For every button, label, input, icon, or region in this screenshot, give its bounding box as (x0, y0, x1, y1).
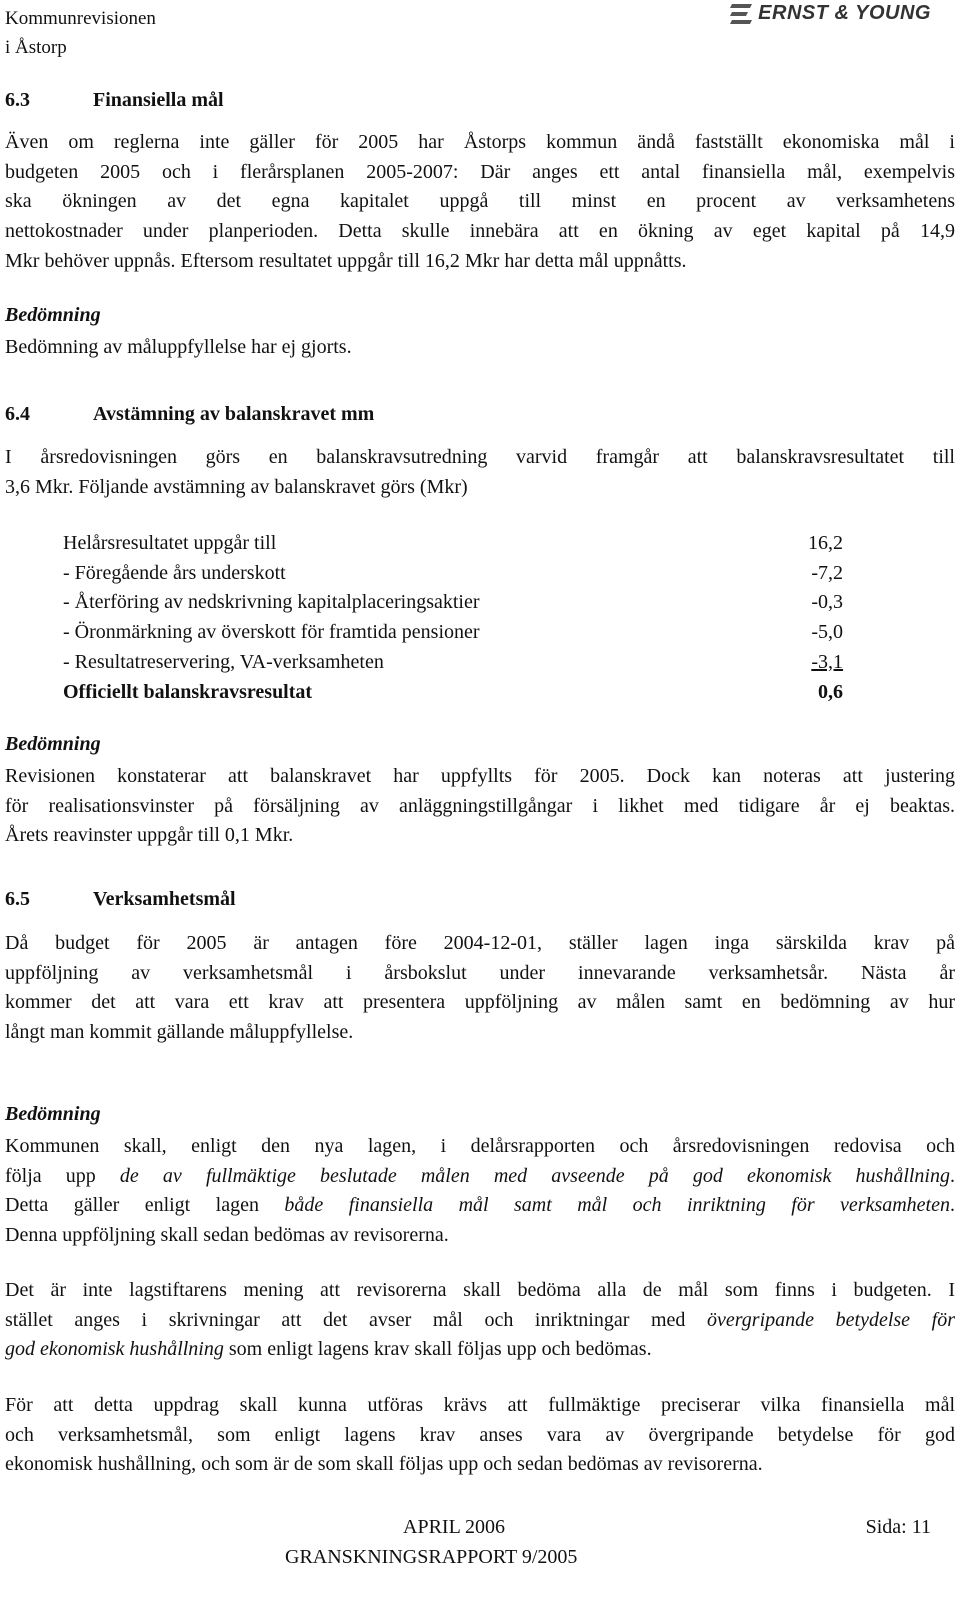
section-title: Verksamhetsmål (93, 888, 236, 910)
row-value: -3,1 (811, 650, 843, 673)
header-org-line1: Kommunrevisionen (5, 8, 156, 29)
section-6-5-heading (5, 888, 236, 911)
assessment-heading: Bedömning (5, 1103, 101, 1125)
text-line: Revisionen konstaterar att balanskravet har uppfyllts för 2005. Dock kan noteras att justering (5, 765, 955, 787)
table-row (63, 648, 843, 678)
assessment-text: Bedömning av måluppfyllelse har ej gjorts. (5, 336, 352, 358)
assessment-heading: Bedömning (5, 304, 101, 326)
assessment-heading: Bedömning (5, 733, 101, 755)
row-label: - Återföring av nedskrivning kapitalplaceringsaktier (63, 591, 480, 614)
header-org-line2: i Åstorp (5, 37, 67, 58)
row-value: -7,2 (811, 561, 843, 584)
section-number: 6.3 (5, 89, 30, 111)
text-line: Även om reglerna inte gäller för 2005 har Åstorps kommun ändå fastställt ekonomiska mål i (5, 131, 955, 153)
total-label: Officiellt balanskravsresultat (63, 680, 313, 703)
assessment-paragraph-2 (5, 1276, 955, 1365)
text-segment: följa upp (5, 1164, 120, 1187)
italic-segment: övergripande betydelse för (707, 1308, 955, 1331)
text-line: nettokostnader under planperioden. Detta skulle innebära att en ökning av eget kapital på 14,9 (5, 220, 955, 243)
text-segment: . (950, 1164, 955, 1187)
text-line: Mkr behöver uppnås. Eftersom resultatet uppgår till 16,2 Mkr har detta mål uppnåtts. (5, 249, 687, 272)
assessment-paragraph (5, 762, 955, 851)
text-line: I årsredovisningen görs en balanskravsutredning varvid framgår att balanskravsresultatet till (5, 446, 955, 468)
header-organization (5, 4, 156, 62)
text-line: långt man kommit gällande måluppfyllelse. (5, 1021, 354, 1044)
assessment-paragraph-3 (5, 1391, 955, 1480)
text-segment: . (949, 1194, 955, 1217)
table-row (63, 588, 843, 618)
row-value: -5,0 (811, 621, 843, 644)
section-6-3-heading (5, 89, 224, 112)
text-line: ekonomisk hushållning, och som är de som skall följas upp och sedan bedömas av revisorerna. (5, 1453, 763, 1476)
section-6-5-paragraph (5, 929, 955, 1048)
text-line: uppföljning av verksamhetsmål i årsbokslut under innevarande verksamhetsår. Nästa år (5, 961, 955, 984)
text-line: Det är inte lagstiftarens mening att revisorerna skall bedöma alla de mål som finns i budgeten. I (5, 1279, 955, 1301)
text-line (5, 1162, 955, 1192)
text-line: Årets reavinster uppgår till 0,1 Mkr. (5, 824, 294, 847)
section-number: 6.5 (5, 888, 30, 910)
total-value: 0,6 (818, 680, 843, 703)
section-title: Finansiella mål (93, 89, 224, 111)
logo-text: ERNST & YOUNG (758, 2, 931, 24)
row-label: - Resultatreservering, VA-verksamheten (63, 650, 384, 673)
text-line: budgeten 2005 och i flerårsplanen 2005-2007: Där anges ett antal finansiella mål, exempelvis (5, 160, 955, 183)
row-label: - Föregående års underskott (63, 561, 286, 584)
section-6-4-heading (5, 403, 374, 426)
section-6-3-paragraph (5, 128, 955, 277)
text-line (5, 1306, 955, 1336)
text-line: För att detta uppdrag skall kunna utföras krävs att fullmäktige preciserar vilka finansiella mål (5, 1394, 955, 1416)
section-number: 6.4 (5, 403, 30, 425)
text-line: Denna uppföljning skall sedan bedömas av revisorerna. (5, 1224, 449, 1247)
text-line: och verksamhetsmål, som enligt lagens krav anses vara av övergripande betydelse för god (5, 1423, 955, 1446)
text-line: Kommunen skall, enligt den nya lagen, i delårsrapporten och årsredovisningen redovisa och (5, 1135, 955, 1157)
text-line: kommer det att vara ett krav att presentera uppföljning av målen samt en bedömning av hur (5, 991, 955, 1014)
table-row (63, 559, 843, 589)
row-value: 16,2 (808, 532, 843, 554)
footer-report-id: GRANSKNINGSRAPPORT 9/2005 (285, 1546, 578, 1568)
footer-page-number: Sida: 11 (865, 1516, 931, 1538)
footer-date: APRIL 2006 (403, 1516, 506, 1538)
italic-segment: både finansiella mål samt mål och inriktning för verksamheten (284, 1194, 950, 1217)
row-label: Helårsresultatet uppgår till (63, 532, 277, 554)
text-line (5, 1335, 955, 1365)
assessment-paragraph-1 (5, 1132, 955, 1251)
ernst-young-logo (730, 2, 931, 25)
text-line: 3,6 Mkr. Följande avstämning av balanskravet görs (Mkr) (5, 475, 468, 498)
italic-segment: god ekonomisk hushållning (5, 1338, 224, 1361)
text-line (5, 1191, 955, 1221)
table-row (63, 618, 843, 648)
logo-mark-icon (730, 4, 752, 24)
section-6-4-paragraph (5, 443, 955, 502)
italic-segment: de av fullmäktige beslutade målen med avseende på god ekonomisk hushållning (119, 1164, 950, 1187)
row-label: - Öronmärkning av överskott för framtida pensioner (63, 621, 480, 644)
text-segment: som enligt lagens krav skall följas upp och bedömas. (223, 1338, 652, 1361)
section-title: Avstämning av balanskravet mm (93, 403, 375, 425)
row-value: -0,3 (811, 591, 843, 614)
text-line: Då budget för 2005 är antagen före 2004-12-01, ställer lagen inga särskilda krav på (5, 932, 955, 954)
text-segment: stället anges i skrivningar att det avser mål och inriktningar med (5, 1308, 708, 1331)
table-total-row (63, 678, 843, 708)
table-row (63, 529, 843, 559)
balance-table (63, 529, 843, 707)
text-line: för realisationsvinster på försäljning av anläggningstillgångar i likhet med tidigare år ej beaktas. (5, 794, 955, 817)
text-line: ska ökningen av det egna kapitalet uppgå till minst en procent av verksamhetens (5, 190, 955, 213)
text-segment: Detta gäller enligt lagen (5, 1194, 285, 1217)
